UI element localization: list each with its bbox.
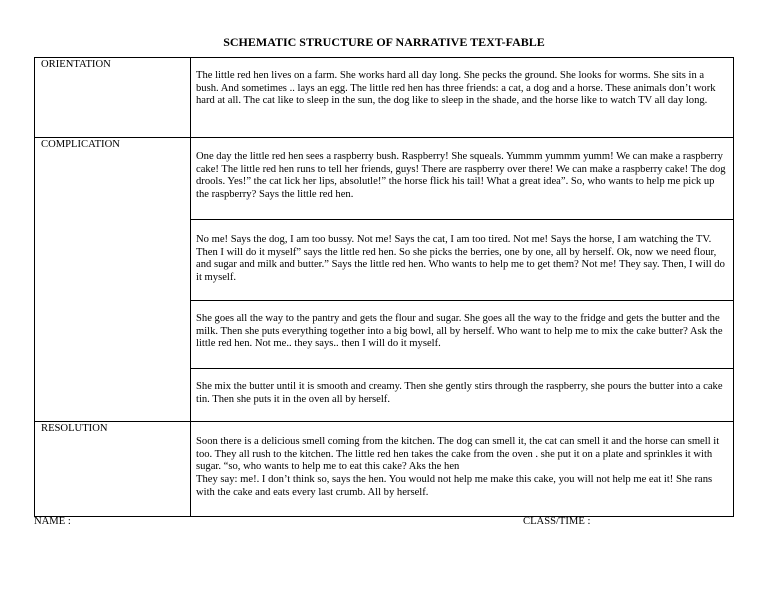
complication-paragraph: She mix the butter until it is smooth and creamy. Then she gently stirs through the raspberry, she pours the butter into a cake tin. Then she puts it in the oven all by herself. bbox=[196, 381, 723, 405]
resolution-row bbox=[35, 422, 734, 517]
resolution-paragraph: They say: me!. I don’t think so, says the hen. You would not help me make this cake, you will not help me eat it! She rans with the cake and eats every last crumb. All by herself. bbox=[196, 474, 713, 498]
complication-text-2 bbox=[191, 220, 734, 301]
narrative-structure-table bbox=[34, 57, 734, 517]
orientation-row bbox=[35, 58, 734, 138]
complication-paragraph: One day the little red hen sees a raspberry bush. Raspberry! She squeals. Yummm yummm yumm! We can make a raspberry cake! The little red hen runs to tell her friends, guys! There are raspberry over there! We can make a raspberry cake! The dog drools. Yes!” the cat lick her lips, absolutle!” the horse flick his tail! What a great idea”. So, who wants to help me pick up the raspberry? Says the little red hen. bbox=[196, 151, 726, 201]
complication-row-1 bbox=[35, 138, 734, 220]
resolution-label: RESOLUTION bbox=[35, 422, 191, 517]
complication-paragraph: She goes all the way to the pantry and gets the flour and sugar. She goes all the way to the fridge and gets the butter and the milk. Then she puts everything together into a big bowl, all by herself. Who want to help me to mix the cake butter? Ask the little red hen. Not me.. they says.. then I will do it myself. bbox=[196, 313, 723, 350]
class-time-field-label: CLASS/TIME : bbox=[523, 516, 591, 527]
orientation-label: ORIENTATION bbox=[35, 58, 191, 138]
orientation-paragraph: The little red hen lives on a farm. She works hard all day long. She pecks the ground. She looks for worms. She sits in a bush. And sometimes .. lays an egg. The little red hen has three friends: a cat, a dog and a horse. These animals don’t work hard at all. The cat like to sleep in the sun, the dog like to sleep in the shade, and the horse like to watch TV all day long. bbox=[196, 70, 716, 107]
orientation-text bbox=[191, 58, 734, 138]
document-title: SCHEMATIC STRUCTURE OF NARRATIVE TEXT-FABLE bbox=[223, 35, 545, 49]
complication-text-1 bbox=[191, 138, 734, 220]
complication-text-4 bbox=[191, 369, 734, 422]
name-field-label: NAME : bbox=[34, 516, 71, 527]
complication-label: COMPLICATION bbox=[35, 138, 191, 422]
resolution-text bbox=[191, 422, 734, 517]
resolution-paragraph: Soon there is a delicious smell coming from the kitchen. The dog can smell it, the cat can smell it and the horse can smell it too. They all rush to the kitchen. The little red hen takes the cake from the oven . she put it on a plate and sprinkles it with sugar. “so, who wants to help me to eat this cake? Aks the hen bbox=[196, 436, 720, 473]
complication-text-3 bbox=[191, 301, 734, 369]
complication-paragraph: No me! Says the dog, I am too bussy. Not me! Says the cat, I am too tired. Not me! Says the horse, I am watching the TV. Then I will do it myself” says the little red hen. So she picks the berries, one by one, all by herself. Ok, now we need flour, and sugar and milk and butter.” Says the little red hen. Who wants to help me to get them? Not me! They say. Then, I will do it myself. bbox=[196, 234, 725, 284]
